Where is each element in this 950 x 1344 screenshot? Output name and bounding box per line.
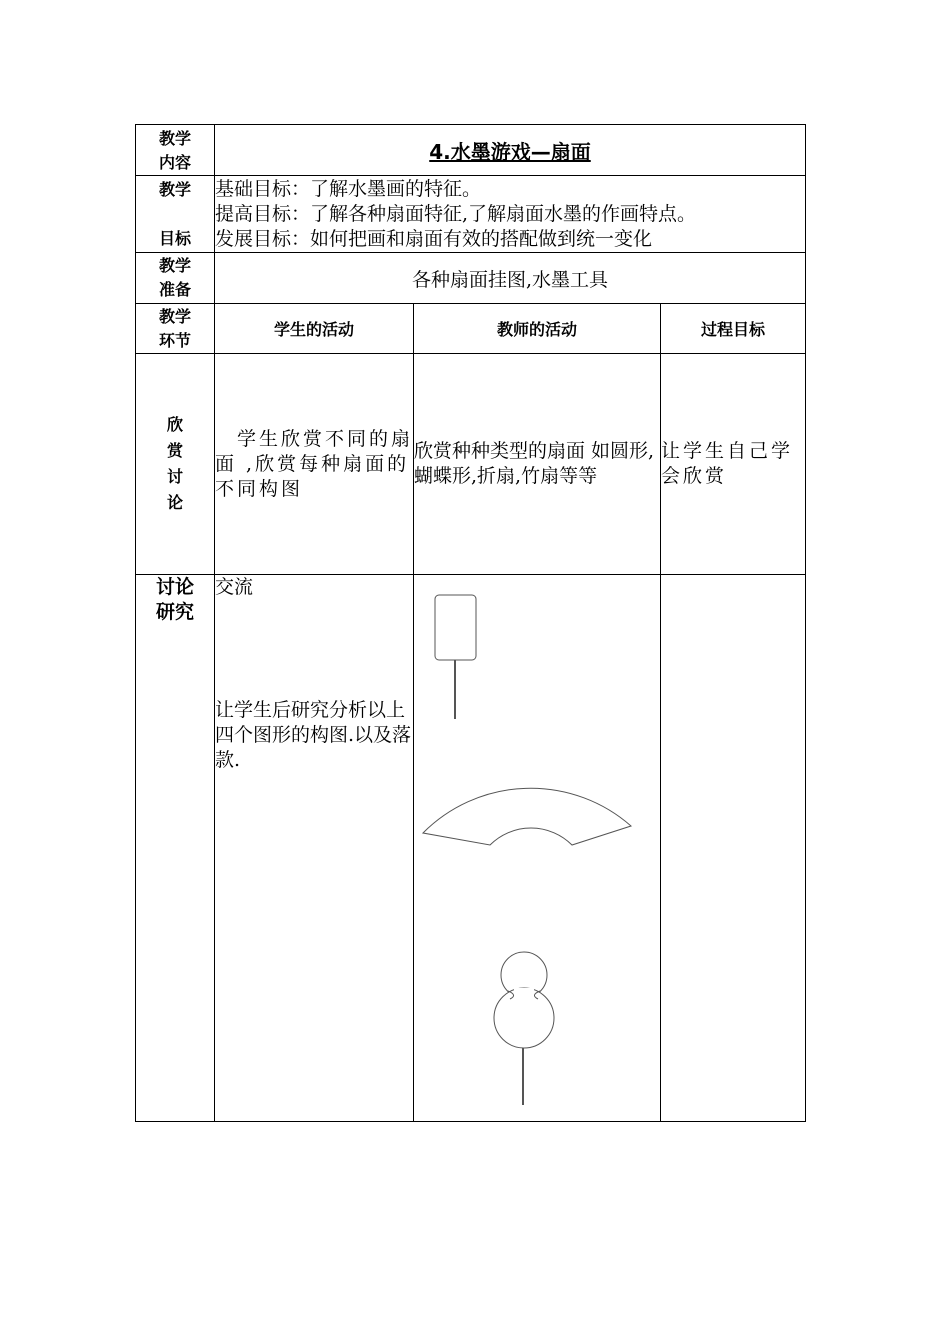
appreciation-student: 学生欣赏不同的扇面 ,欣赏每种扇面的不同构图: [215, 354, 414, 575]
goal-basic: 基础目标：了解水墨画的特征。: [215, 178, 482, 200]
research-row: [136, 575, 806, 1122]
research-student-top: 交流: [215, 576, 254, 598]
gourd-fan-icon: [494, 952, 554, 1105]
appreciation-label: 欣赏讨论: [166, 415, 183, 512]
goals-cell: [215, 176, 806, 253]
appreciation-goal: 让学生自己学会欣赏: [661, 354, 806, 575]
goal-column-header: 过程目标: [661, 304, 806, 354]
lesson-title-cell: [215, 125, 806, 176]
fan-drawings: [414, 575, 661, 1122]
lesson-title: 4.水墨游戏—扇面: [429, 139, 591, 164]
goal-development: 发展目标：如何把画和扇面有效的搭配做到统一变化: [215, 228, 653, 250]
teacher-column-header: 教师的活动: [414, 304, 661, 354]
appreciation-row: [136, 354, 806, 575]
appreciation-teacher: 欣赏种种类型的扇面 如圆形,蝴蝶形,折扇,竹扇等等: [414, 354, 661, 575]
research-student-bottom: 让学生后研究分析以上四个图形的构图.以及落款.: [215, 699, 412, 771]
research-goal: [661, 575, 806, 1122]
content-label: 教学内容: [136, 125, 215, 176]
rectangle-fan-icon: [435, 595, 476, 719]
goals-label: 教学 目标: [136, 176, 215, 253]
content-row: [136, 125, 806, 176]
prep-text: 各种扇面挂图,水墨工具: [215, 253, 806, 304]
prep-label: 教学准备: [136, 253, 215, 304]
folding-fan-icon: [423, 788, 631, 845]
goals-row: [136, 176, 806, 253]
prep-row: [136, 253, 806, 304]
research-student: [215, 575, 414, 1122]
research-label: 讨论研究: [155, 576, 194, 623]
research-teacher-drawings: [414, 575, 661, 1122]
appreciation-label-cell: [136, 354, 215, 575]
lesson-plan-table: [135, 124, 806, 1122]
student-column-header: 学生的活动: [215, 304, 414, 354]
goal-advanced: 提高目标：了解各种扇面特征,了解扇面水墨的作画特点。: [215, 203, 697, 225]
stage-label: 教学环节: [136, 304, 215, 354]
research-label-cell: [136, 575, 215, 1122]
stage-row: [136, 304, 806, 354]
